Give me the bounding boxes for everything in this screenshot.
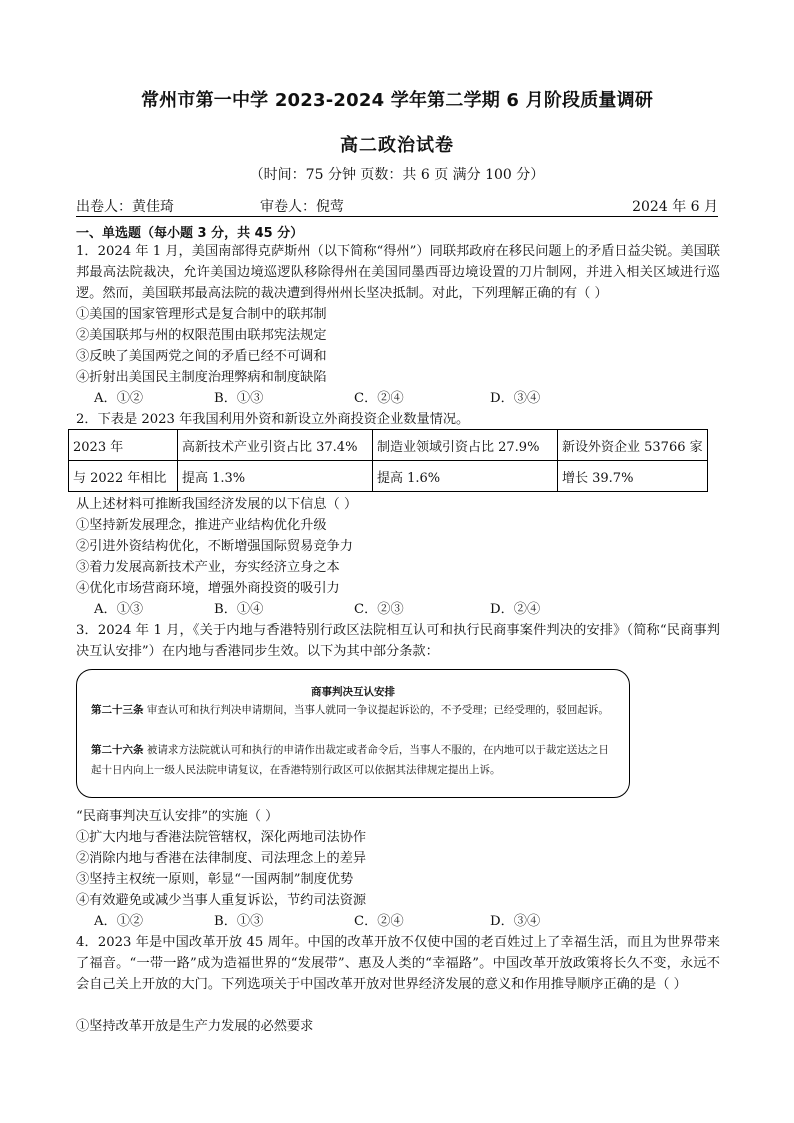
- q1-option-d[interactable]: D．③④: [490, 391, 541, 406]
- article-23-text: 审查认可和执行判决申请期间，当事人就同一争议提起诉讼的，不予受理；已经受理的，驳回起诉。: [143, 704, 609, 716]
- q3-option-b[interactable]: B．①③: [214, 914, 264, 929]
- q3-prompt: “民商事判决互认安排”的实施（ ）: [76, 809, 279, 824]
- q1-option-c[interactable]: C．②④: [354, 391, 404, 406]
- q2-option-c[interactable]: C．②③: [354, 602, 404, 617]
- article-23-label: 第二十三条: [91, 704, 144, 716]
- article-23: [91, 700, 613, 720]
- q3-item-1: ①扩大内地与香港法院管辖权，深化两地司法协作: [76, 830, 367, 845]
- q2-item-4: ④优化市场营商环境，增强外商投资的吸引力: [76, 581, 340, 596]
- q2-option-d[interactable]: D．②④: [490, 602, 541, 617]
- q1-item-4: ④折射出美国民主制度治理弊病和制度缺陷: [76, 370, 327, 385]
- exam-meta: （时间：75 分钟 页数：共 6 页 满分 100 分）: [249, 167, 545, 183]
- q2-item-2: ②引进外资结构优化，不断增强国际贸易竞争力: [76, 539, 353, 554]
- q4-item-1: ①坚持改革开放是生产力发展的必然要求: [76, 1019, 314, 1034]
- q4-stem: 4．2023 年是中国改革开放 45 周年。中国的改革开放不仅使中国的老百姓过上了幸福生活，而且为世界带来了福音。“一带一路”成为造福世界的“发展带”、惠及人类的“幸福路”。中国改革开放政策将长久不变，永远不会自己关上开放的大门。下列选项关于中国改革开放对世界经济发展的意义和作用推导顺序正确的是（ ）: [76, 935, 720, 992]
- q3-item-4: ④有效避免或减少当事人重复诉讼，节约司法资源: [76, 893, 367, 908]
- table-cell: 高新技术产业引资占比 37.4%: [178, 430, 373, 461]
- material-title: 商事判决互认安排: [311, 686, 395, 698]
- article-26-text: 被请求方法院就认可和执行的申请作出裁定或者命令后，当事人不服的，在内地可以于裁定送达之日起十日内向上一级人民法院申请复议，在香港特别行政区可以依据其法律规定提出上诉。: [91, 744, 609, 776]
- exam-title: 常州市第一中学 2023-2024 学年第二学期 6 月阶段质量调研: [140, 90, 654, 111]
- q3-option-c[interactable]: C．②④: [354, 914, 404, 929]
- q2-option-a[interactable]: A．①③: [94, 602, 144, 617]
- table-cell: 提高 1.6%: [373, 461, 558, 492]
- q2-option-b[interactable]: B．①④: [214, 602, 264, 617]
- table-cell: 提高 1.3%: [178, 461, 373, 492]
- table-cell: 2023 年: [69, 430, 178, 461]
- table-row: [69, 461, 708, 492]
- q2-item-1: ①坚持新发展理念，推进产业结构优化升级: [76, 518, 327, 533]
- exam-subtitle: 高二政治试卷: [340, 135, 454, 156]
- section-heading: 一、单选题（每小题 3 分，共 45 分）: [76, 226, 304, 241]
- table-cell: 制造业领域引资占比 27.9%: [373, 430, 558, 461]
- q3-item-3: ③坚持主权统一原则，彰显“一国两制”制度优势: [76, 872, 354, 887]
- q1-stem: 1．2024 年 1 月，美国南部得克萨斯州（以下简称“得州”）同联邦政府在移民问题上的矛盾日益尖锐。美国联邦最高法院裁决，允许美国边境巡逻队移除得州在美国同墨西哥边境设置的刀片制网，并进入相关区域进行巡逻。然而，美国联邦最高法院的裁决遭到得州州长坚决抵制。对此，下列理解正确的有（ ）: [76, 244, 720, 301]
- q3-option-d[interactable]: D．③④: [490, 914, 541, 929]
- q1-option-b[interactable]: B．①③: [214, 391, 264, 406]
- q1-item-1: ①美国的国家管理形式是复合制中的联邦制: [76, 307, 327, 322]
- q3-stem: 3．2024 年 1 月，《关于内地与香港特别行政区法院相互认可和执行民商事案件判决的安排》（简称“民商事判决互认安排”）在内地与香港同步生效。以下为其中部分条款：: [76, 623, 720, 659]
- q1-item-3: ③反映了美国两党之间的矛盾已经不可调和: [76, 349, 327, 364]
- q1-option-a[interactable]: A．①②: [94, 391, 144, 406]
- author-line: [76, 196, 718, 217]
- q3-material-box: [76, 669, 630, 798]
- article-26-label: 第二十六条: [91, 744, 144, 756]
- article-26: [91, 740, 613, 780]
- q2-item-3: ③着力发展高新技术产业，夯实经济立身之本: [76, 560, 340, 575]
- table-row: [69, 430, 708, 461]
- q2-prompt: 从上述材料可推断我国经济发展的以下信息（ ）: [76, 497, 358, 512]
- q3-item-2: ②消除内地与香港在法律制度、司法理念上的差异: [76, 851, 367, 866]
- q1-item-2: ②美国联邦与州的权限范围由联邦宪法规定: [76, 328, 327, 343]
- table-cell: 与 2022 年相比: [69, 461, 178, 492]
- q2-data-table: [68, 429, 708, 492]
- author: 出卷人：黄佳琦: [76, 199, 174, 215]
- reviewer: 审卷人：倪莺: [260, 199, 344, 215]
- exam-date: 2024 年 6 月: [632, 199, 718, 215]
- table-cell: 新设外资企业 53766 家: [558, 430, 708, 461]
- q2-stem: 2．下表是 2023 年我国利用外资和新设立外商投资企业数量情况。: [76, 412, 470, 427]
- q3-option-a[interactable]: A．①②: [94, 914, 144, 929]
- table-cell: 增长 39.7%: [558, 461, 708, 492]
